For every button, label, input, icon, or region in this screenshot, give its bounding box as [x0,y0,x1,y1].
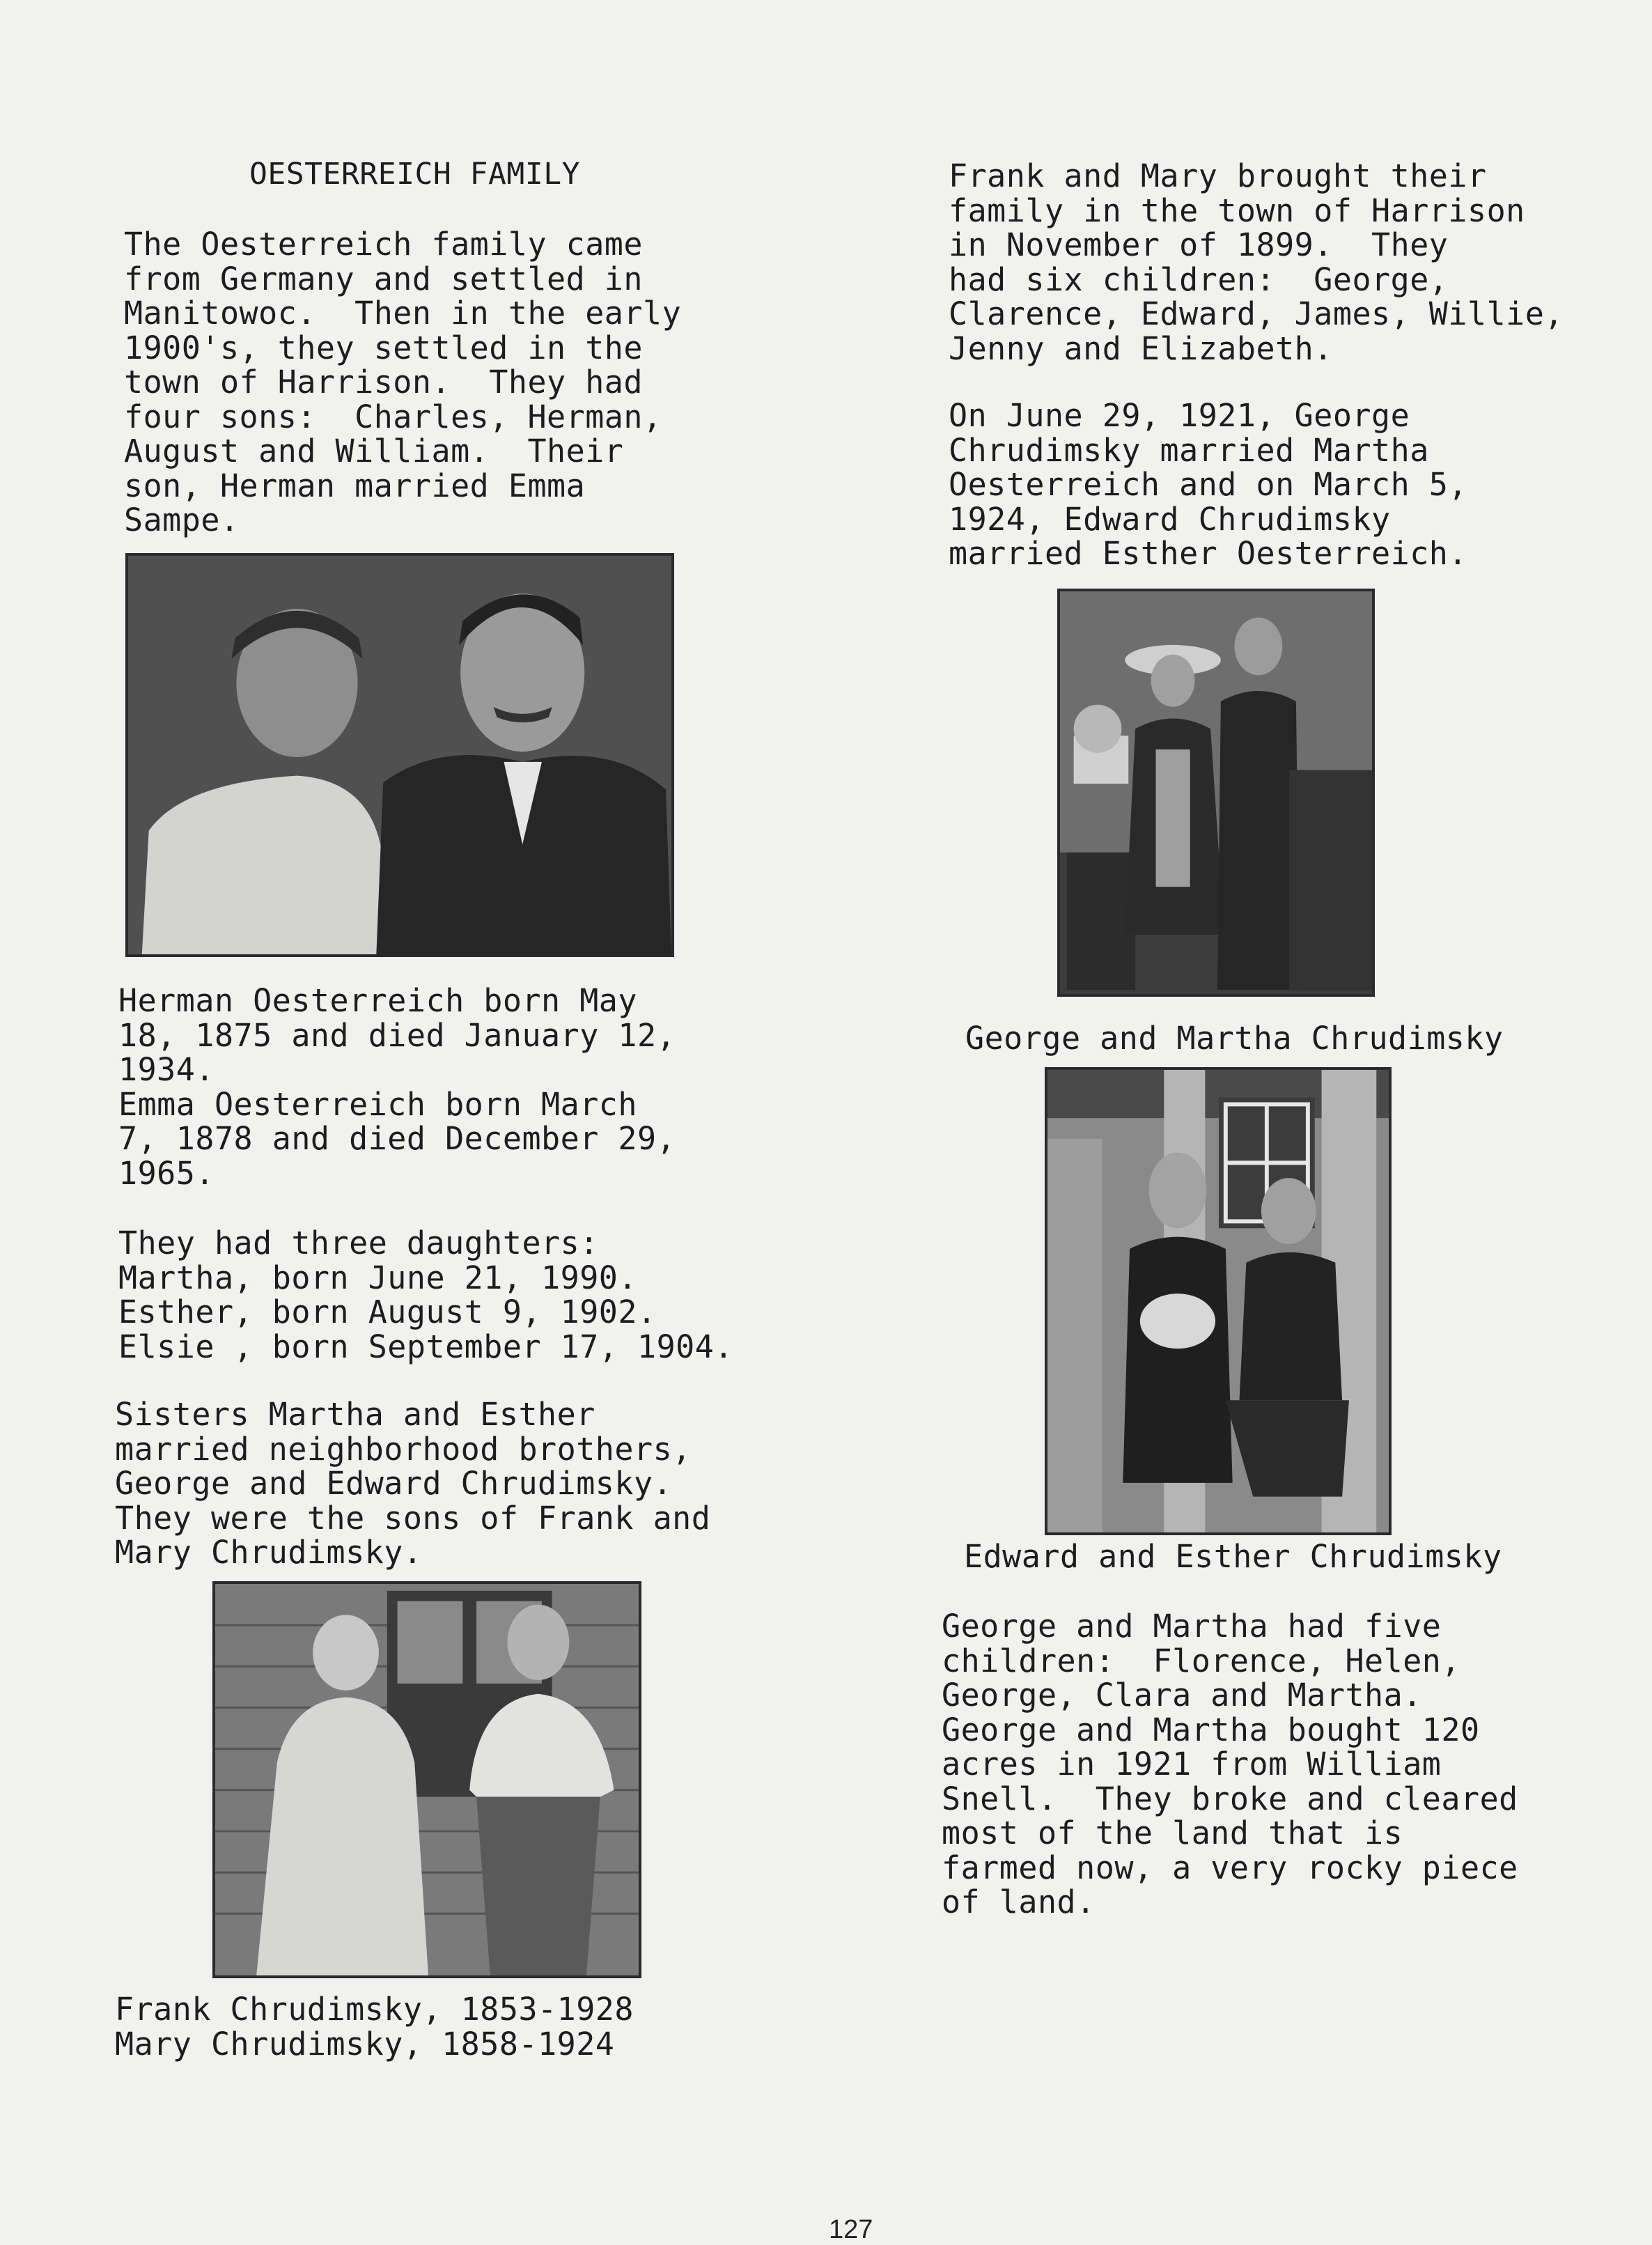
daughters-paragraph: They had three daughters: Martha, born June 21, 1990. Esther, born August 9, 1902. Elsie , born September 17, 1904. [118,1225,733,1365]
sisters-paragraph: Sisters Martha and Esther married neighborhood brothers, George and Edward Chrudimsky. They were the sons of Frank and Mary Chrudimsky. [115,1396,711,1571]
section-title: OESTERREICH FAMILY [249,157,580,192]
photo-george-martha [1057,589,1375,997]
intro-paragraph: The Oesterreich family came from Germany and settled in Manitowoc. Then in the early 1900's, they settled in the town of Harrison. They had four sons: Charles, Herman, August and William. Their son, Herman married Emma Sampe. [124,226,682,538]
photo-frank-mary [212,1581,641,1978]
caption-edward-esther: Edward and Esther Chrudimsky [964,1538,1502,1575]
frank-mary-paragraph: Frank and Mary brought their family in the town of Harrison in November of 1899. They had six children: George, Clarence, Edward, James, Willie, Jenny and Elizabeth. [949,157,1564,367]
marriages-paragraph: On June 29, 1921, George Chrudimsky married Martha Oesterreich and on March 5, 1924, Edward Chrudimsky married Esther Oesterreich. [949,397,1467,572]
page-number: 127 [829,2215,873,2244]
caption-herman-emma: Herman Oesterreich born May 18, 1875 and died January 12, 1934. Emma Oesterreich born March 7, 1878 and died December 29, 1965. [118,982,676,1192]
photo-herman-emma [125,553,674,957]
caption-frank-mary: Frank Chrudimsky, 1853-1928 Mary Chrudimsky, 1858-1924 [115,1991,634,2063]
children-paragraph: George and Martha had five children: Florence, Helen, George, Clara and Martha. George and Martha bought 120 acres in 1921 from William Snell. They broke and cleared most of the land that is farmed now, a very rocky piece of land. [942,1608,1518,1920]
caption-george-martha: George and Martha Chrudimsky [965,1020,1504,1057]
photo-edward-esther [1045,1067,1392,1535]
